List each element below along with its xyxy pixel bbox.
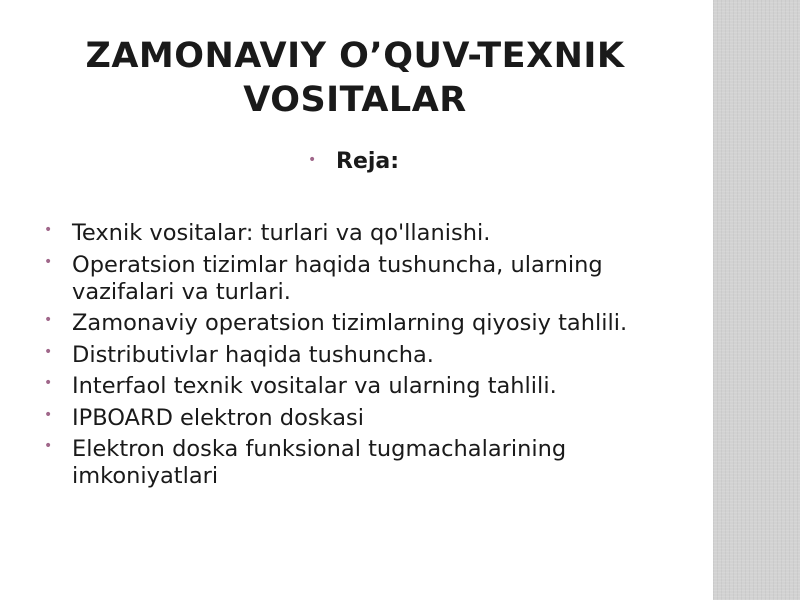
agenda-item [44,220,684,247]
bullet-icon: • [44,222,53,238]
agenda-item-text: Distributivlar haqida tushuncha. [72,341,434,368]
slide-title [20,34,690,122]
agenda-list [44,220,684,495]
bullet-icon: • [44,406,53,423]
agenda-heading-label: Reja: [336,149,400,174]
agenda-item [44,436,684,490]
agenda-item [44,342,684,369]
agenda-item [44,310,684,337]
agenda-item [44,252,684,306]
agenda-item-text: Operatsion tizimlar haqida tushuncha, ularning vazifalari va turlari. [72,251,603,305]
slide-title-line-2: VOSITALAR [243,80,467,120]
bullet-icon: • [308,152,317,168]
agenda-item-text: IPBOARD elektron doskasi [72,404,364,431]
bullet-icon: • [44,343,53,360]
bullet-icon: • [44,253,53,270]
agenda-item [44,373,684,400]
agenda-item [44,405,684,432]
side-decorative-panel [713,0,800,600]
bullet-icon: • [44,375,53,391]
slide-title-line-1: ZAMONAVIY O’QUV-TEXNIK [85,36,625,76]
agenda-item-text: Elektron doska funksional tugmachalarining imkoniyatlari [72,436,567,489]
bullet-icon: • [44,438,53,454]
agenda-item-text: Zamonaviy operatsion tizimlarning qiyosiy tahlili. [72,310,628,336]
agenda-item-text: Texnik vositalar: turlari va qo'llanishi. [72,220,491,246]
agenda-item-text: Interfaol texnik vositalar va ularning tahlili. [72,373,557,399]
bullet-icon: • [44,312,53,328]
